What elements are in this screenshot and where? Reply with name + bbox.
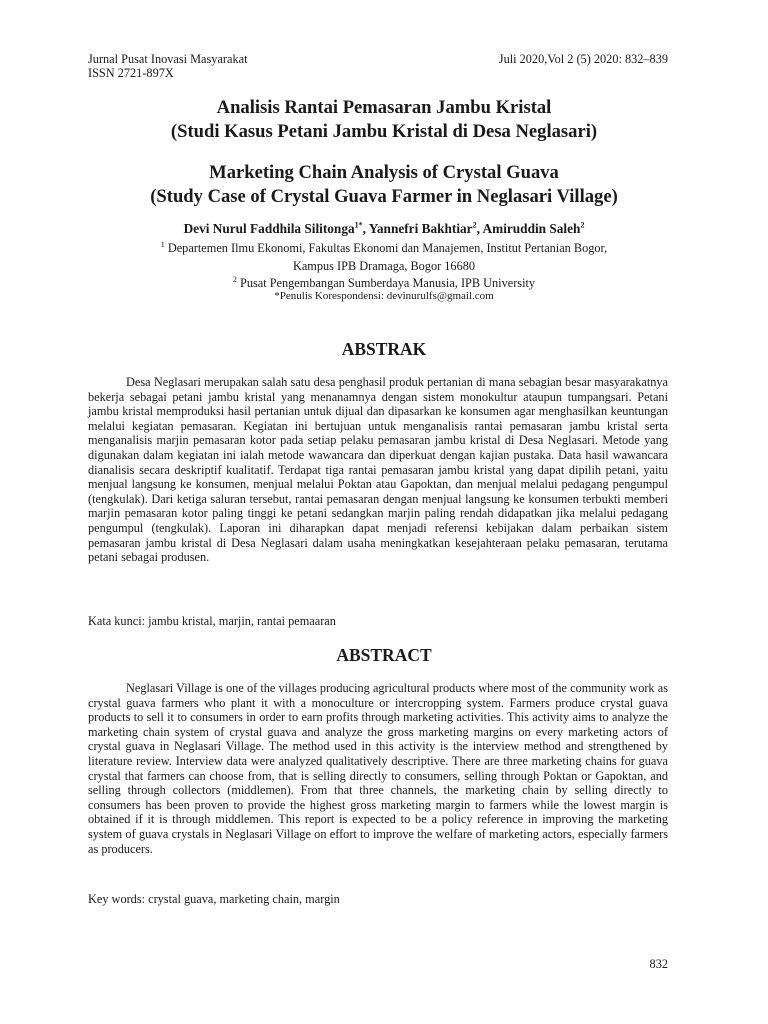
author-separator: ,: [476, 221, 483, 236]
page-number: 832: [649, 957, 668, 971]
abstract-heading: ABSTRACT: [336, 645, 432, 665]
author-sup: 2: [580, 220, 585, 230]
corresponding-author: *Penulis Korespondensi: devinurulfs@gmail.com: [274, 290, 494, 302]
affiliation-2-line1: Pusat Pengembangan Sumberdaya Manusia, IPB University: [239, 276, 536, 290]
title-english: [60, 161, 708, 209]
author-separator: ,: [362, 221, 369, 236]
author-sup: 2: [472, 220, 477, 230]
title-id-line1: Analisis Rantai Pemasaran Jambu Kristal: [216, 97, 552, 118]
running-header: [88, 52, 668, 80]
title-en-line1: Marketing Chain Analysis of Crystal Guava: [209, 162, 559, 183]
abstrak-body: Desa Neglasari merupakan salah satu desa penghasil produk pertanian di mana sebagian besar masyarakatnya bekerja sebagai petani jambu kristal yang menanamnya dengan sistem monokultur ataupun tumpangsari. Petani jambu kristal memproduksi hasil pertanian untuk dijual dan dipasarkan ke konsumen agar menghasilkan keuntungan melalui kegiatan pemasaran. Kegiatan ini bertujuan untuk menganalisis rantai pemasaran jambu kristal serta menganalisis marjin pemasaran kotor pada setiap pelaku pemasaran jambu kristal di Desa Neglasari. Metode yang digunakan dalam kegiatan ini ialah metode wawancara dan diperkuat dengan kajian pustaka. Data hasil wawancara dianalisis secara deskriptif kualitatif. Terdapat tiga rantai pemasaran jambu kristal yang dapat dipilih petani, yaitu menjual langsung ke konsumen, menjual melalui Poktan atau Gapoktan, dan menjual melalui pedagang pengumpul (tengkulak). Dari ketiga saluran tersebut, rantai pemasaran dengan menjual langsung ke konsumen terbukti memberi marjin pemasaran kotor paling tinggi ke petani sedangkan marjin paling rendah didapatkan jika melalui pedagang pengumpul (tengkulak). Laporan ini diharapkan dapat menjadi referensi kebijakan dalam perbaikan sistem pemasaran jambu kristal di Desa Neglasari dalam usaha meningkatkan kesejahteraan pelaku pemasaran, terutama petani sebagai produsen.: [88, 375, 668, 565]
title-en-line2: (Study Case of Crystal Guava Farmer in Neglasari Village): [150, 186, 618, 207]
abstrak-heading: ABSTRAK: [341, 339, 427, 359]
title-id-line2: (Studi Kasus Petani Jambu Kristal di Desa Neglasari): [170, 121, 598, 142]
affiliation-1-line1: Departemen Ilmu Ekonomi, Fakultas Ekonomi dan Manajemen, Institut Pertanian Bogor,: [167, 241, 608, 255]
affiliation-sup: 2: [232, 274, 237, 284]
issue-info: Juli 2020,Vol 2 (5) 2020: 832–839: [498, 52, 668, 66]
author-sup: 1*: [354, 220, 363, 230]
affiliation-1-line2: Kampus IPB Dramaga, Bogor 16680: [292, 259, 476, 273]
abstract-body: Neglasari Village is one of the villages producing agricultural products where most of the community work as crystal guava farmers who plant it with a monoculture or intercropping system. Farmers produce crystal guava products to sell it to consumers in order to earn profits through marketing activities. This activity aims to analyze the marketing chain system of crystal guava and analyze the gross marketing margins on every marketing actors of crystal guava in Neglasari Village. The method used in this activity is the interview method and strengthened by literature review. Interview data were analyzed qualitatively descriptive. There are three marketing chains for guava crystal that farmers can choose from, that is selling directly to consumers, selling through Poktan or Gapoktan, and selling through collectors (middlemen). From that three channels, the marketing chain by selling directly to consumers has been proven to provide the highest gross marketing margin to farmers while the lowest margin is obtained if it is through middlemen. This report is expected to be a policy reference in improving the marketing system of guava crystals in Neglasari Village on effort to improve the welfare of marketing actors, especially farmers as producers.: [88, 681, 668, 856]
journal-name: Jurnal Pusat Inovasi Masyarakat: [88, 52, 248, 66]
author-list: [40, 221, 728, 237]
author-name: Yannefri Bakhtiar: [368, 221, 473, 236]
affiliation-1: [60, 239, 708, 275]
author-name: Amiruddin Saleh: [482, 221, 581, 236]
abstrak-keywords: Kata kunci: jambu kristal, marjin, rantai pemaaran: [88, 614, 336, 628]
abstract-keywords: Key words: crystal guava, marketing chain, margin: [88, 892, 340, 906]
author-name: Devi Nurul Faddhila Silitonga: [183, 221, 355, 236]
issn: ISSN 2721-897X: [88, 66, 174, 80]
affiliation-sup: 1: [160, 239, 165, 249]
title-indonesian: [60, 96, 708, 144]
